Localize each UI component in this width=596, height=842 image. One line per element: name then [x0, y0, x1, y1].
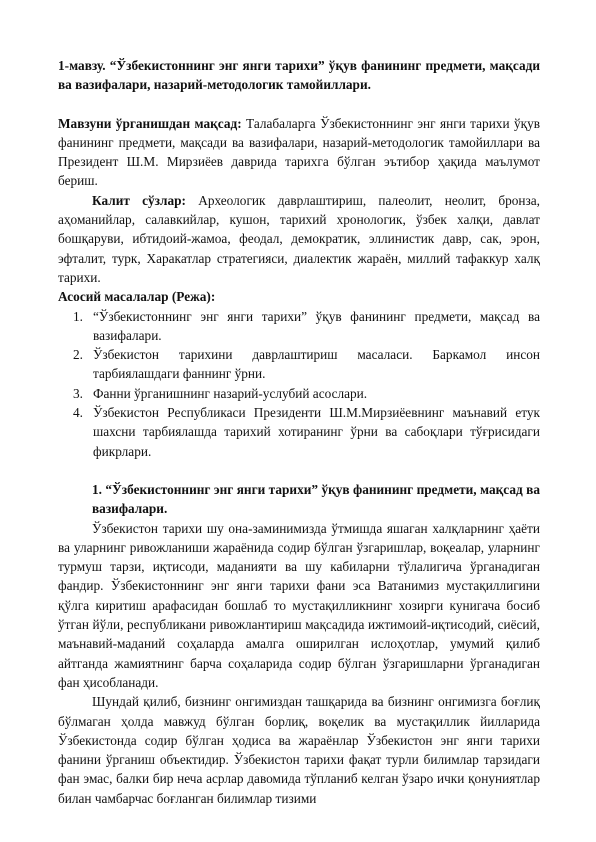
plan-item: [73, 307, 540, 346]
plan-item-text: Фанни ўрганишнинг назарий-услубий асослари.: [93, 385, 368, 401]
plan-item-number: 4.: [73, 405, 83, 421]
section-paragraph: Шундай қилиб, бизнинг онгимиздан ташқарида ва бизнинг онгимизга боғлиқ бўлмаган ҳолда мавжуд бўлган борлиқ, воқелик ва мустақиллик йилларида Ўзбекистонда содир бўлган ҳодиса ва жараёнлар Ўзбекистон энг янги тарихи фанини ўрганиш объектидир. Ўзбекистон тарихи фақат турли билимлар тарзидаги фан эмас, балки бир неча асрлар давомида тўпланиб келган ўзаро ички қонуниятлар билан чамбарчас боғланган билимлар тизими: [58, 694, 540, 806]
keywords-paragraph: [58, 191, 540, 287]
goal-text: Талабаларга Ўзбекистоннинг энг янги тарихи ўқув фанининг предмети, мақсади ва вазифалари, назарий-методологик тамойиллари ва Президент Ш.М. Мирзиёев даврида тарихга бўлган эътибор ҳақида маълумот бериш.: [58, 115, 540, 189]
plan-item: [73, 403, 540, 461]
document-title: 1-мавзу. “Ўзбекистоннинг энг янги тарихи” ўқув фанининг предмети, мақсади ва вазифалари, назарий-методологик тамойиллари.: [58, 58, 540, 93]
keywords-text: Археологик даврлаштириш, палеолит, неолит, бронза, аҳоманийлар, салавкийлар, кушон, тарихий хронологик, ўзбек халқи, давлат бошқаруви, ибтидоий-жамоа, феодал, демократик, эллинистик давр, сак, эрон, эфталит, турк, Харакатлар стратегияси, диалектик жараён, миллий тафаккур халқ тарихи.: [58, 192, 540, 285]
plan-item-text: Ўзбекистон тарихини даврлаштириш масаласи. Баркамол инсон тарбиялашдаги фаннинг ўрни.: [93, 347, 540, 382]
section-title: 1. “Ўзбекистоннинг энг янги тарихи” ўқув фанининг предмети, мақсад ва вазифалари.: [92, 481, 540, 517]
plan-list: [58, 307, 540, 461]
plan-item-number: 1.: [73, 308, 83, 324]
document-page: [58, 56, 540, 808]
spacer: [58, 95, 540, 114]
plan-item-number: 2.: [73, 347, 83, 363]
plan-item-text: “Ўзбекистоннинг энг янги тарихи” ўқув фанининг предмети, мақсад ва вазифалари.: [93, 308, 540, 343]
goal-paragraph: [58, 114, 540, 191]
spacer: [58, 461, 540, 480]
plan-item-text: Ўзбекистон Республикаси Президенти Ш.М.Мирзиёевнинг маънавий етук шахсни тарбиялашда тарихий хотиранинг ўрни ва сабоқлари тўғрисидаги фикрлари.: [93, 405, 540, 459]
goal-label: Мавзуни ўрганишдан мақсад:: [58, 115, 242, 131]
plan-item-number: 3.: [73, 385, 83, 401]
section-paragraph: Ўзбекистон тарихи шу она-заминимизда ўтмишда яшаган халқларнинг ҳаёти ва уларнинг ривожланиши жараёнида содир бўлган ўзгаришлар, воқеалар, уларнинг турмуш тарзи, иқтисоди, маданияти ва шу кабиларни тўлалигича ўрганадиган фандир. Ўзбекистоннинг энг янги тарихи фани эса Ватанимиз мустақиллигини қўлга киритиш арафасидан бошлаб то мустақилликнинг хозирги кунигача босиб ўтган йўли, республикани ривожлантириш мақсадида ижтимоий-иқтисодий, сиёсий, маънавий-маданий соҳаларда амалга оширилган ислоҳотлар, умумий қилиб айтганда жамиятнинг барча соҳаларида содир бўлган ўзгаришларни ўрганадиган фан ҳисобланади.: [58, 520, 540, 690]
plan-heading: Асосий масалалар (Режа):: [58, 289, 216, 305]
plan-item: [73, 345, 540, 384]
plan-item: [73, 384, 540, 403]
keywords-label: Калит сўзлар:: [92, 192, 186, 208]
